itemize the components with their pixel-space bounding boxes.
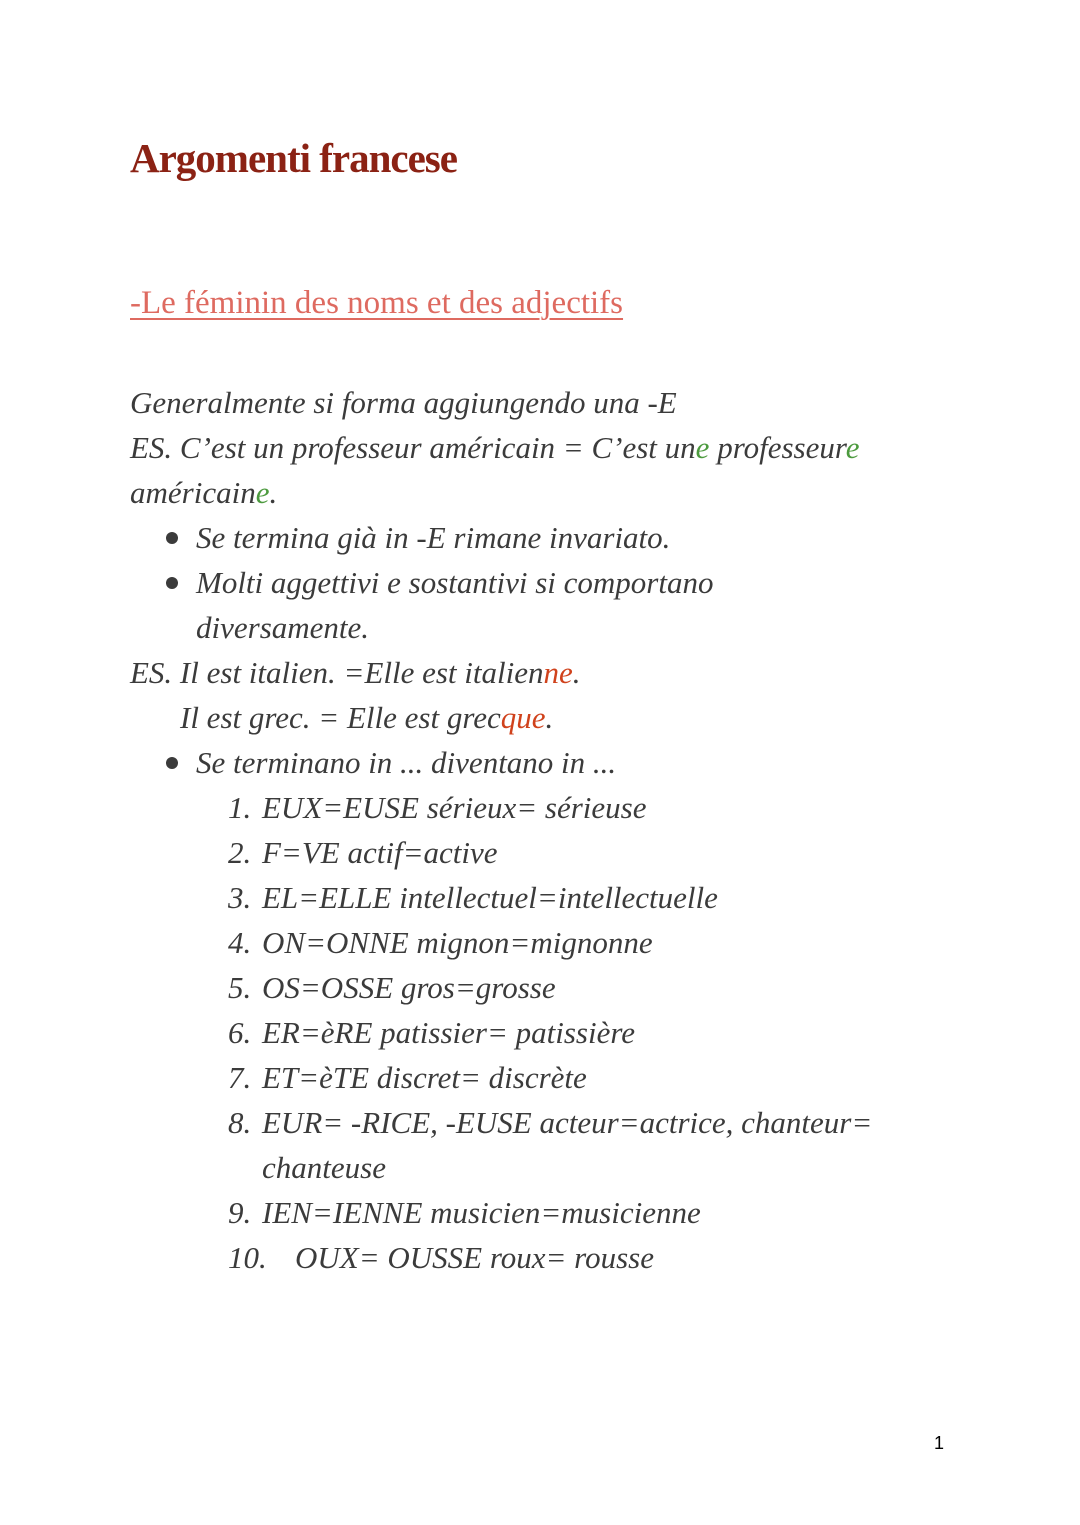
- bullet-text: diversamente.: [196, 610, 370, 645]
- bullet-icon: [166, 577, 178, 589]
- rule-text: IEN=IENNE musicien=musicienne: [262, 1195, 701, 1230]
- example2-line2-start: Il est grec. = Elle est grec: [180, 700, 501, 735]
- page-title: Argomenti francese: [130, 135, 457, 181]
- rule-number: 4.: [228, 925, 252, 960]
- rule-text: EUR= -RICE, -EUSE acteur=actrice, chanteur=: [262, 1105, 873, 1140]
- bullet-text: Se termina già in -E rimane invariato.: [196, 520, 671, 555]
- feminine-ending-highlight: e: [845, 430, 860, 465]
- rule-text: OS=OSSE gros=grosse: [262, 970, 556, 1005]
- rule-text: chanteuse: [262, 1150, 386, 1185]
- rule-number: 9.: [228, 1195, 252, 1230]
- numbered-rule: [130, 875, 930, 920]
- rule-number: 1.: [228, 790, 252, 825]
- rule-text: OUX= OUSSE roux= rousse: [295, 1240, 654, 1275]
- example1-line2: [130, 470, 930, 515]
- numbered-rule: [130, 965, 930, 1010]
- bullet-text: Molti aggettivi e sostantivi si comportano: [196, 565, 714, 600]
- rule-text: ON=ONNE mignon=mignonne: [262, 925, 653, 960]
- rule-number: 10.: [228, 1240, 267, 1275]
- rule-number: 5.: [228, 970, 252, 1005]
- bullet-text: Se terminano in ... diventano in ...: [196, 745, 617, 780]
- bullet-item: [130, 560, 930, 605]
- bullet-icon: [166, 757, 178, 769]
- example1-mid: professeur: [709, 430, 846, 465]
- feminine-ending-highlight: e: [695, 430, 710, 465]
- page-number: 1: [934, 1433, 945, 1453]
- feminine-ending-highlight: e: [255, 475, 270, 510]
- numbered-rule: [130, 1055, 930, 1100]
- bullet-item: [130, 515, 930, 560]
- example1-prefix: ES. C’est un professeur américain = C’est un: [130, 430, 696, 465]
- example1-line2-start: américain: [130, 475, 256, 510]
- rule-number: 7.: [228, 1060, 252, 1095]
- numbered-rule: [130, 1190, 930, 1235]
- numbered-rule: [130, 1235, 930, 1280]
- rule-number: 3.: [228, 880, 252, 915]
- feminine-ending-highlight: que: [500, 700, 546, 735]
- bullet-item: [130, 740, 930, 785]
- rule-text: F=VE actif=active: [262, 835, 498, 870]
- numbered-rule: [130, 1010, 930, 1055]
- numbered-rule: [130, 1100, 930, 1145]
- numbered-rule: [130, 785, 930, 830]
- rule-text: ET=èTE discret= discrète: [262, 1060, 587, 1095]
- example1-line1: [130, 425, 930, 470]
- example2-line1-end: .: [572, 655, 581, 690]
- numbered-rule: [130, 920, 930, 965]
- intro-line: Generalmente si forma aggiungendo una -E: [130, 385, 677, 420]
- numbered-rule: [130, 830, 930, 875]
- example1-line2-end: .: [269, 475, 278, 510]
- example2-line1: [130, 650, 930, 695]
- bullet-icon: [166, 532, 178, 544]
- example2-line2-end: .: [545, 700, 554, 735]
- example2-line1-start: ES. Il est italien. =Elle est italien: [130, 655, 544, 690]
- rule-number: 8.: [228, 1105, 252, 1140]
- rule-number: 6.: [228, 1015, 252, 1050]
- rule-text: EUX=EUSE sérieux= sérieuse: [262, 790, 647, 825]
- rule-text: ER=èRE patissier= patissière: [262, 1015, 636, 1050]
- section-heading: -Le féminin des noms et des adjectifs: [130, 285, 624, 321]
- bullet-continuation: [130, 605, 930, 650]
- rule-number: 2.: [228, 835, 252, 870]
- document-body: [130, 380, 930, 1280]
- feminine-ending-highlight: ne: [543, 655, 573, 690]
- rule-text: EL=ELLE intellectuel=intellectuelle: [262, 880, 718, 915]
- example2-line2: [130, 695, 930, 740]
- numbered-rule-continuation: [130, 1145, 930, 1190]
